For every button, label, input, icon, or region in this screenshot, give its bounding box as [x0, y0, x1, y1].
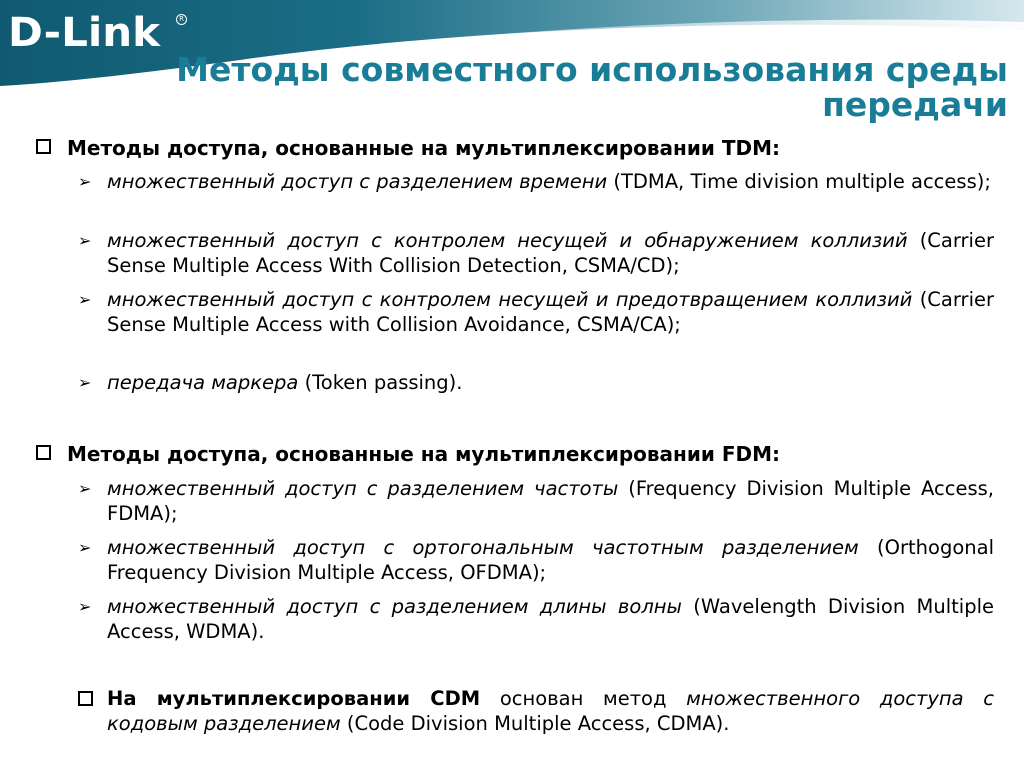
list-item — [78, 535, 994, 585]
item-detail: (Orthogonal Frequency Division Multiple Access, OFDMA); — [107, 536, 994, 584]
arrow-bullet-icon: ➢ — [78, 172, 92, 191]
item-term: множественный доступ с контролем несущей и предотвращением коллизий — [107, 288, 913, 311]
section-heading-fdm — [36, 442, 780, 466]
list-item — [78, 169, 994, 194]
section-heading-text: Методы доступа, основанные на мультиплексировании TDM: — [67, 136, 781, 160]
item-detail: (TDMA, Time division multiple access); — [607, 170, 991, 193]
item-term: множественный доступ с разделением времени — [107, 170, 608, 193]
arrow-bullet-icon: ➢ — [78, 290, 92, 309]
list-item — [78, 287, 994, 337]
section-heading-tdm — [36, 136, 780, 160]
list-item — [78, 476, 994, 526]
item-term: множественный доступ с ортогональным частотным разделением — [107, 536, 859, 559]
arrow-bullet-icon: ➢ — [78, 479, 92, 498]
dlink-logo: D-Link — [8, 10, 161, 56]
cdm-detail: (Code Division Multiple Access, CDMA). — [340, 712, 730, 735]
item-detail: (Token passing). — [298, 371, 463, 394]
list-item — [78, 228, 994, 278]
arrow-bullet-icon: ➢ — [78, 231, 92, 250]
slide-title: Методы совместного использования среды передачи — [176, 50, 1008, 124]
arrow-bullet-icon: ➢ — [78, 373, 92, 392]
item-detail: (Carrier Sense Multiple Access with Collision Avoidance, CSMA/CA); — [107, 288, 994, 336]
arrow-bullet-icon: ➢ — [78, 597, 92, 616]
checkbox-bullet-icon — [36, 445, 51, 460]
item-term: множественный доступ с контролем несущей и обнаружением коллизий — [107, 229, 908, 252]
checkbox-bullet-icon — [78, 691, 93, 706]
item-term: множественный доступ с разделением длины волны — [107, 595, 682, 618]
arrow-bullet-icon: ➢ — [78, 538, 92, 557]
item-detail: (Wavelength Division Multiple Access, WDMA). — [107, 595, 994, 643]
list-item — [78, 594, 994, 644]
item-term: множественный доступ с разделением частоты — [107, 477, 619, 500]
checkbox-bullet-icon — [36, 139, 51, 154]
cdm-paragraph — [78, 686, 994, 736]
registered-mark: R — [176, 14, 187, 25]
cdm-heading: На мультиплексировании CDM — [107, 687, 481, 710]
item-detail: (Frequency Division Multiple Access, FDMA); — [107, 477, 994, 525]
item-detail: (Carrier Sense Multiple Access With Collision Detection, CSMA/CD); — [107, 229, 994, 277]
cdm-text: основан метод — [480, 687, 687, 710]
list-item — [78, 370, 994, 395]
section-heading-text: Методы доступа, основанные на мультиплексировании FDM: — [67, 442, 781, 466]
item-term: передача маркера — [107, 371, 299, 394]
cdm-term: множественного доступа с кодовым разделением — [107, 687, 994, 735]
